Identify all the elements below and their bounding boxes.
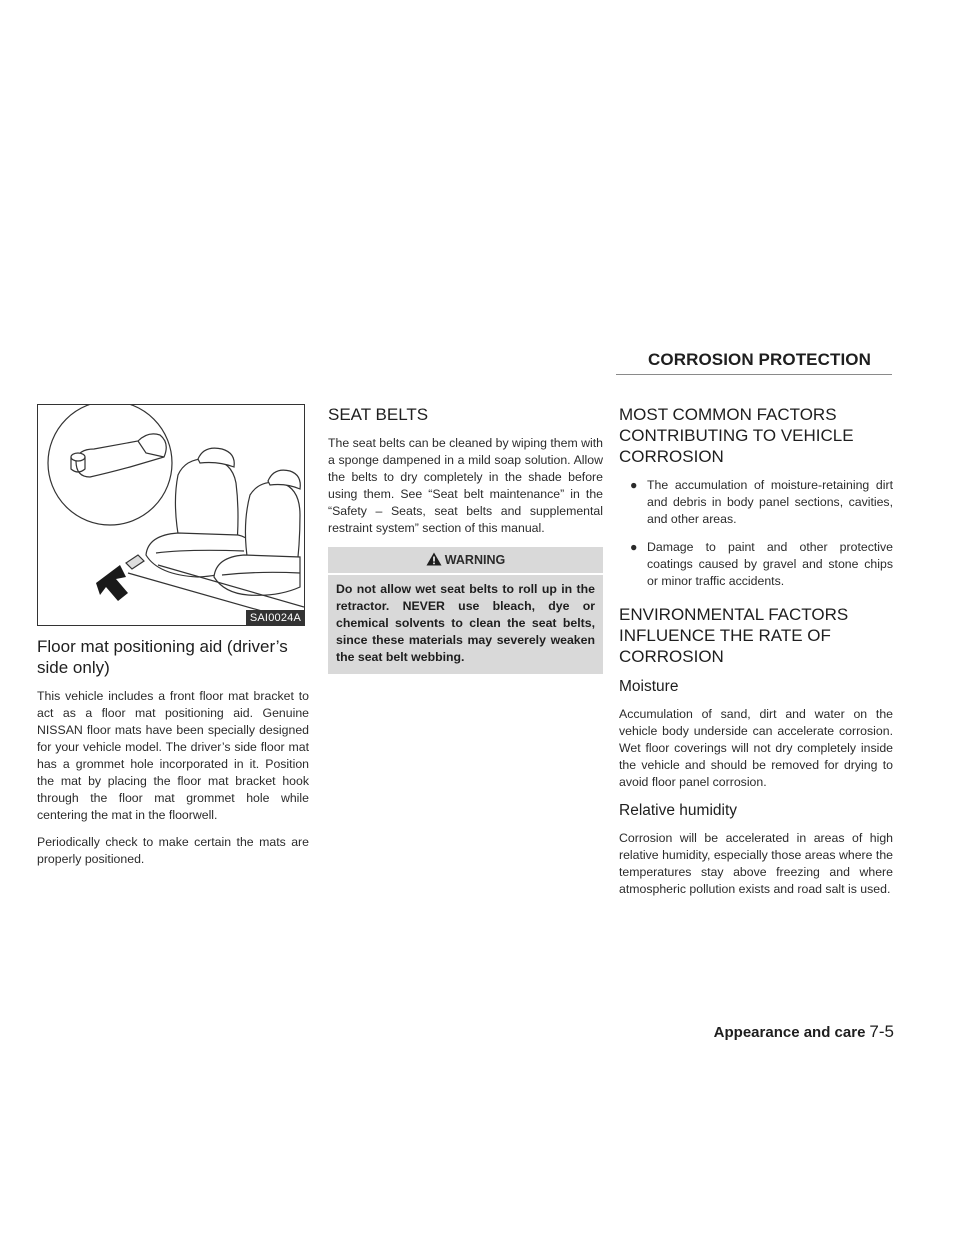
seat-belts-paragraph: The seat belts can be cleaned by wiping them with a sponge dampened in a mild soap solution. Allow the belts to dry completely in the shade before using them. See “Seat belt maintenance” in the “Safety – Seats, seat belts and supplemental restraint system” section of this manual. [328, 436, 603, 535]
seat-illustration [38, 405, 304, 625]
warning-text: Do not allow wet seat belts to roll up in the retractor. NEVER use bleach, dye or chemical solvents to clean the seat belts, since these materials may severely weaken the seat belt webbing. [336, 582, 595, 664]
floor-mat-paragraph-2: Periodically check to make certain the mats are properly positioned. [37, 835, 309, 866]
list-item-text: Damage to paint and other protective coatings caused by gravel and stone chips or minor traffic accidents. [647, 540, 893, 588]
floor-mat-paragraph-1: This vehicle includes a front floor mat bracket to act as a floor mat positioning aid. Genuine NISSAN floor mats have been specially designed for your vehicle model. The driver’s side floor mat has a grommet hole incorporated in it. Position the mat by placing the floor mat bracket hook through the floor mat grommet hole while centering the mat in the floorwell. [37, 689, 309, 822]
moisture-heading: Moisture [619, 678, 679, 695]
moisture-paragraph: Accumulation of sand, dirt and water on the vehicle body underside can accelerate corrosion. Wet floor coverings will not dry completely inside the vehicle and should be removed for drying to avoid floor panel corrosion. [619, 707, 893, 789]
warning-box [328, 547, 603, 674]
column-floor-mat [37, 404, 309, 878]
column-corrosion [619, 404, 893, 908]
environmental-factors-heading: ENVIRONMENTAL FACTORS INFLUENCE THE RATE OF CORROSION [619, 605, 849, 666]
section-title: CORROSION PROTECTION [648, 350, 872, 369]
chapter-title: Appearance and care [713, 1024, 866, 1041]
list-item-text: The accumulation of moisture-retaining dirt and debris in body panel sections, cavities, and other areas. [647, 478, 893, 526]
warning-icon [426, 552, 442, 566]
bullet-icon: ● [630, 478, 638, 492]
warning-title: WARNING [444, 553, 506, 567]
page-footer [714, 1022, 894, 1042]
warning-header [328, 547, 603, 575]
figure-label: SAI0024A [246, 610, 304, 625]
humidity-heading: Relative humidity [619, 802, 738, 819]
seat-belts-heading: SEAT BELTS [328, 405, 429, 424]
list-item [619, 539, 893, 590]
list-item [619, 477, 893, 528]
section-divider [616, 374, 892, 375]
page-number: 7-5 [869, 1022, 894, 1041]
floor-mat-illustration [37, 404, 305, 626]
bullet-icon: ● [630, 540, 638, 554]
corrosion-factors-heading: MOST COMMON FACTORS CONTRIBUTING TO VEHICLE CORROSION [619, 405, 854, 466]
corrosion-factors-list [619, 477, 893, 590]
column-seat-belts [328, 404, 603, 674]
floor-mat-heading: Floor mat positioning aid (driver’s side only) [37, 637, 288, 677]
humidity-paragraph: Corrosion will be accelerated in areas of high relative humidity, especially those areas where the temperatures stay above freezing and where atmospheric pollution exists and road salt is used. [619, 831, 893, 896]
